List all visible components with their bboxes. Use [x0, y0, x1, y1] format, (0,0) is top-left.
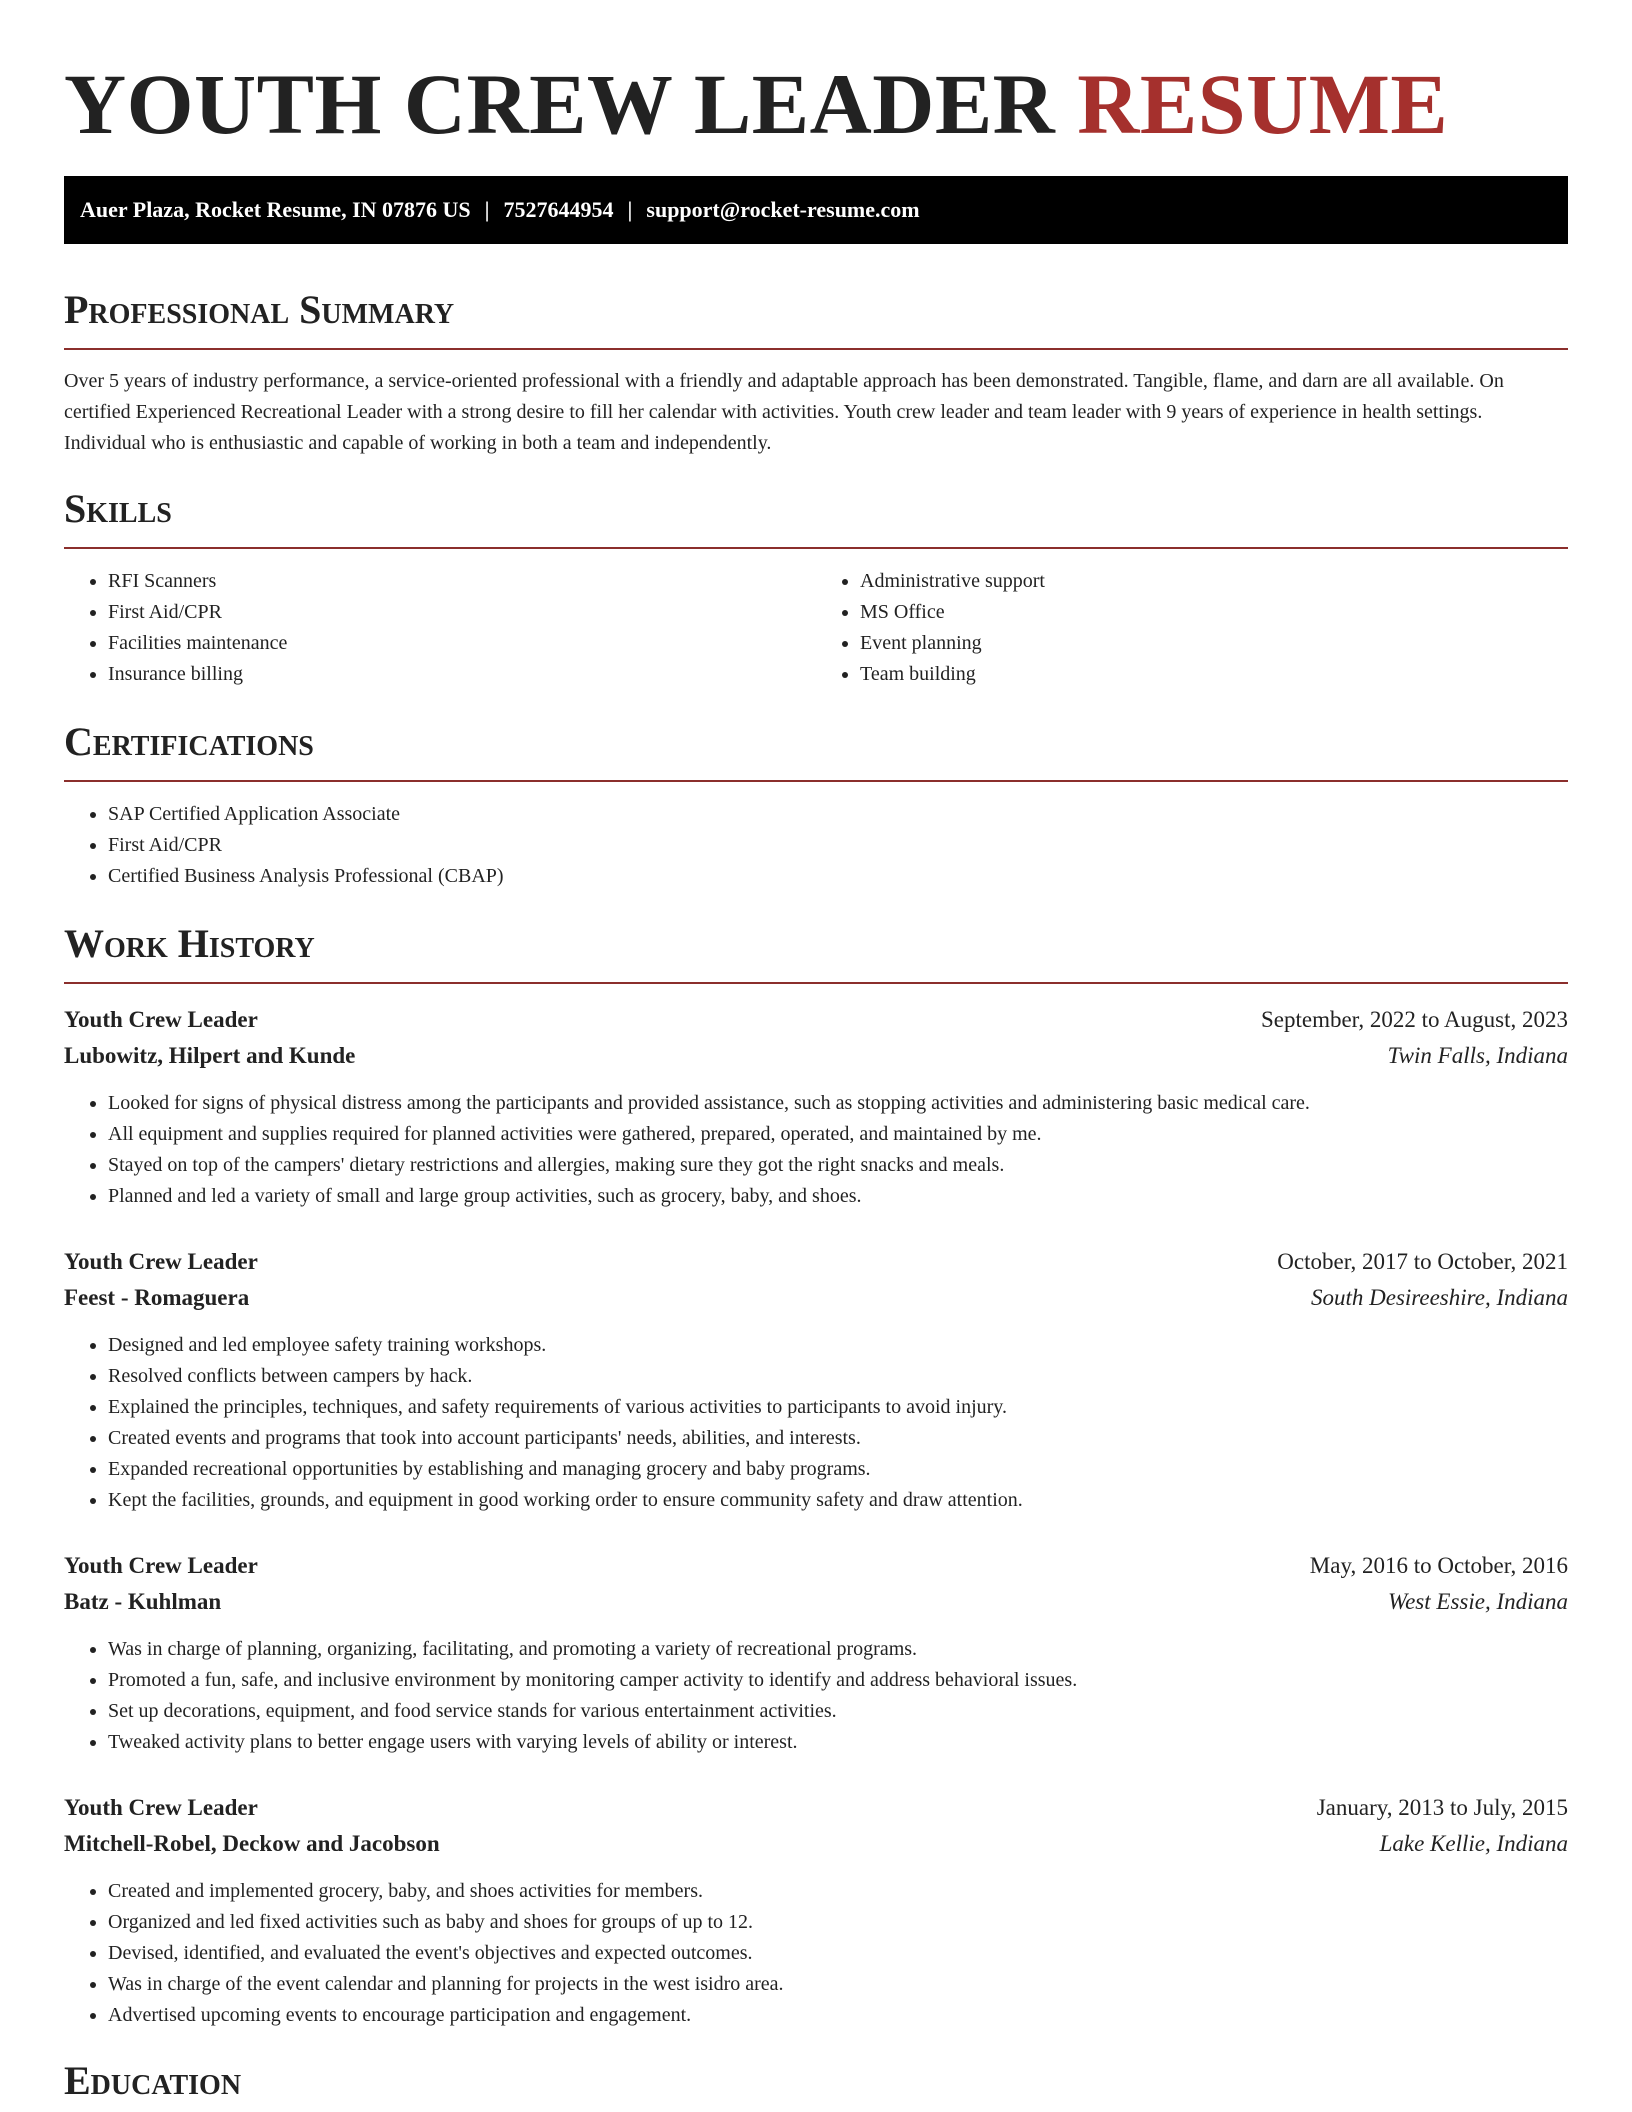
- job-entry: [64, 1244, 1568, 1516]
- work-history-heading: Work History: [64, 920, 1568, 984]
- job-duty: • Was in charge of planning, organizing, facilitating, and promoting a variety of recreational programs.: [108, 1634, 1568, 1665]
- job-duties-list: [64, 1088, 1568, 1212]
- job-company-row: [64, 1038, 1568, 1074]
- job-location: West Essie, Indiana: [1388, 1589, 1568, 1614]
- job-duty: • All equipment and supplies required for planned activities were gathered, prepared, operated, and maintained by me.: [108, 1119, 1568, 1150]
- job-duty: • Organized and led fixed activities such as baby and shoes for groups of up to 12.: [108, 1907, 1568, 1938]
- contact-address: Auer Plaza, Rocket Resume, IN 07876 US: [80, 197, 471, 222]
- job-location: Lake Kellie, Indiana: [1379, 1831, 1568, 1856]
- job-dates: May, 2016 to October, 2016: [1309, 1553, 1568, 1578]
- job-company: Lubowitz, Hilpert and Kunde: [64, 1043, 356, 1068]
- job-duty: • Looked for signs of physical distress among the participants and provided assistance, such as stopping activities and administering basic medical care.: [108, 1088, 1568, 1119]
- job-duty: • Kept the facilities, grounds, and equipment in good working order to ensure community safety and draw attention.: [108, 1485, 1568, 1516]
- contact-separator: |: [627, 197, 633, 222]
- certifications-list: [64, 799, 1568, 892]
- skills-grid: [64, 566, 1568, 690]
- job-title: Youth Crew Leader: [64, 1553, 258, 1578]
- contact-email: support@rocket-resume.com: [646, 197, 920, 222]
- education-heading: Education: [64, 2057, 1568, 2112]
- resume-title: [64, 54, 1568, 154]
- skill-item: • First Aid/CPR: [108, 597, 816, 628]
- resume-title-accent: RESUME: [1077, 56, 1449, 152]
- certifications-section: [64, 718, 1568, 892]
- job-title: Youth Crew Leader: [64, 1795, 258, 1820]
- job-location: South Desireeshire, Indiana: [1310, 1285, 1568, 1310]
- certification-item: • First Aid/CPR: [108, 830, 1568, 861]
- job-header-row: [64, 1548, 1568, 1584]
- job-header-row: [64, 1002, 1568, 1038]
- skills-heading: Skills: [64, 485, 1568, 549]
- contact-bar: [64, 176, 1568, 244]
- job-company-row: [64, 1826, 1568, 1862]
- education-section: [64, 2057, 1568, 2112]
- job-duty: • Advertised upcoming events to encourage participation and engagement.: [108, 2000, 1568, 2031]
- job-company-row: [64, 1280, 1568, 1316]
- job-duty: • Explained the principles, techniques, and safety requirements of various activities to participants to avoid injury.: [108, 1392, 1568, 1423]
- job-duty: • Created and implemented grocery, baby, and shoes activities for members.: [108, 1876, 1568, 1907]
- job-dates: September, 2022 to August, 2023: [1260, 1007, 1568, 1032]
- skill-item: • MS Office: [860, 597, 1568, 628]
- job-duty: • Tweaked activity plans to better engage users with varying levels of ability or interest.: [108, 1727, 1568, 1758]
- job-duty: • Promoted a fun, safe, and inclusive environment by monitoring camper activity to identify and address behavioral issues.: [108, 1665, 1568, 1696]
- job-header-row: [64, 1790, 1568, 1826]
- job-title: Youth Crew Leader: [64, 1249, 258, 1274]
- contact-separator: |: [484, 197, 490, 222]
- job-header-row: [64, 1244, 1568, 1280]
- work-history-section: [64, 920, 1568, 2031]
- job-duties-list: [64, 1876, 1568, 2031]
- job-entry: [64, 1548, 1568, 1758]
- job-duty: • Was in charge of the event calendar and planning for projects in the west isidro area.: [108, 1969, 1568, 2000]
- job-title: Youth Crew Leader: [64, 1007, 258, 1032]
- skill-item: • Insurance billing: [108, 659, 816, 690]
- job-duty: • Planned and led a variety of small and large group activities, such as grocery, baby, and shoes.: [108, 1181, 1568, 1212]
- skill-item: • Team building: [860, 659, 1568, 690]
- skill-item: • Facilities maintenance: [108, 628, 816, 659]
- job-company-row: [64, 1584, 1568, 1620]
- certifications-heading: Certifications: [64, 718, 1568, 782]
- job-location: Twin Falls, Indiana: [1387, 1043, 1568, 1068]
- job-entry: [64, 1002, 1568, 1212]
- job-entry: [64, 1790, 1568, 2031]
- skills-list-left: [64, 566, 816, 690]
- job-company: Batz - Kuhlman: [64, 1589, 222, 1614]
- job-company: Feest - Romaguera: [64, 1285, 250, 1310]
- job-duty: • Devised, identified, and evaluated the event's objectives and expected outcomes.: [108, 1938, 1568, 1969]
- skill-item: • Administrative support: [860, 566, 1568, 597]
- job-duty: • Resolved conflicts between campers by hack.: [108, 1361, 1568, 1392]
- job-duties-list: [64, 1330, 1568, 1516]
- skills-list-right: [816, 566, 1568, 690]
- skill-item: • RFI Scanners: [108, 566, 816, 597]
- job-duty: • Created events and programs that took into account participants' needs, abilities, and interests.: [108, 1423, 1568, 1454]
- contact-phone: 7527644954: [503, 197, 614, 222]
- job-duties-list: [64, 1634, 1568, 1758]
- skills-section: [64, 485, 1568, 690]
- summary-heading: Professional Summary: [64, 286, 1568, 350]
- resume-title-main: YOUTH CREW LEADER: [64, 56, 1078, 152]
- certification-item: • Certified Business Analysis Professional (CBAP): [108, 861, 1568, 892]
- job-duty: • Stayed on top of the campers' dietary restrictions and allergies, making sure they got the right snacks and meals.: [108, 1150, 1568, 1181]
- job-duty: • Set up decorations, equipment, and food service stands for various entertainment activities.: [108, 1696, 1568, 1727]
- job-duty: • Designed and led employee safety training workshops.: [108, 1330, 1568, 1361]
- summary-section: [64, 286, 1568, 459]
- skill-item: • Event planning: [860, 628, 1568, 659]
- job-dates: January, 2013 to July, 2015: [1316, 1795, 1568, 1820]
- summary-text: Over 5 years of industry performance, a service-oriented professional with a friendly and adaptable approach has been demonstrated. Tangible, flame, and darn are all available. On certified Experienced Recreational Leader with a strong desire to fill her calendar with activities. Youth crew leader and team leader with 9 years of experience in health settings. Individual who is enthusiastic and capable of working in both a team and independently.: [64, 370, 1504, 454]
- job-duty: • Expanded recreational opportunities by establishing and managing grocery and baby programs.: [108, 1454, 1568, 1485]
- certification-item: • SAP Certified Application Associate: [108, 799, 1568, 830]
- job-company: Mitchell-Robel, Deckow and Jacobson: [64, 1831, 440, 1856]
- job-dates: October, 2017 to October, 2021: [1277, 1249, 1568, 1274]
